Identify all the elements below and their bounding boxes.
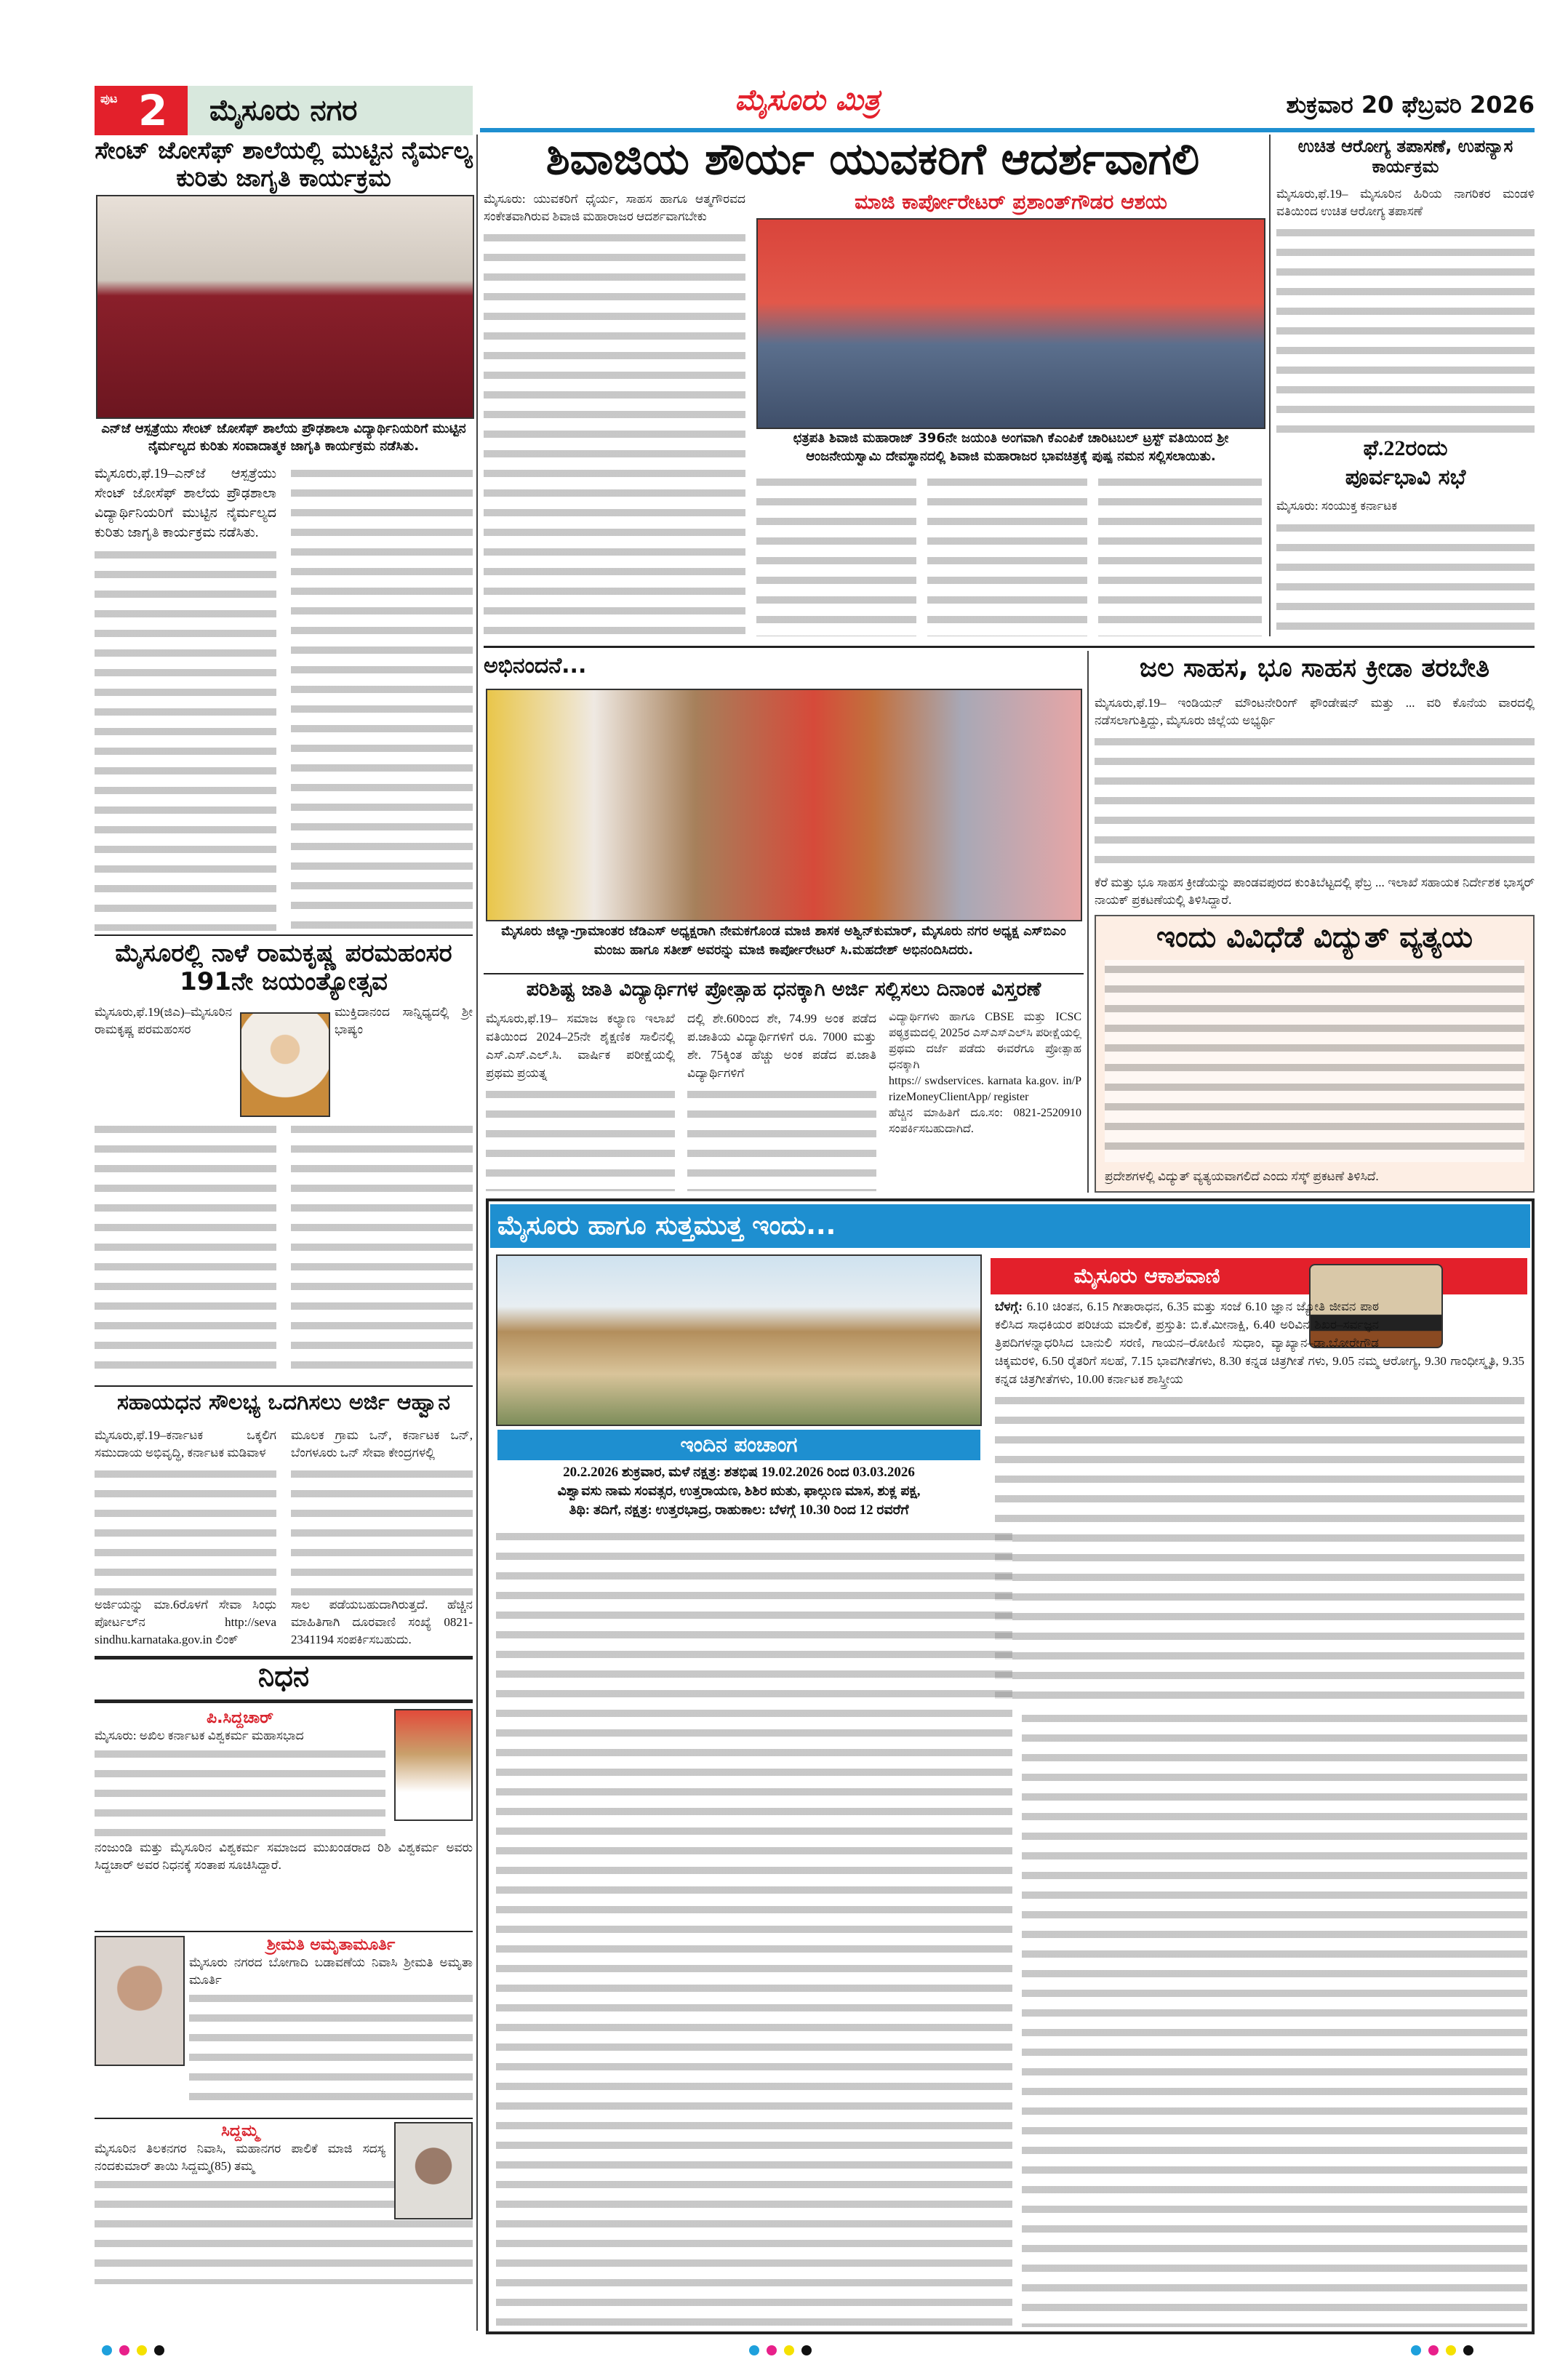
shivaji-lead: ಮೈಸೂರು: ಯುವಕರಿಗೆ ಧೈರ್ಯ, ಸಾಹಸ ಹಾಗೂ ಆತ್ಮಗೌರವದ ಸಂಕೇತವಾಗಿರುವ ಶಿವಾಜಿ ಮಹಾರಾಜರ ಆದರ್ಶವಾಗಬೇಕು xyxy=(484,192,745,223)
obituary-photo xyxy=(394,1709,473,1821)
grant-column-2 xyxy=(291,1427,473,1649)
divider xyxy=(484,646,1535,648)
ramakrishna-lead: ಮೈಸೂರು,ಫೆ.19(ಜಿಎ)–ಮೈಸೂರಿನ ರಾಮಕೃಷ್ಣ ಪರಮಹಂಸರ xyxy=(95,1005,233,1036)
radio-title-bar xyxy=(991,1258,1527,1294)
radio-icon-spacer xyxy=(1379,1297,1524,1348)
power-cut-body-text xyxy=(1105,960,1524,1162)
divider xyxy=(95,934,473,936)
power-cut-headline: ಇಂದು ವಿವಿಧೆಡೆ ವಿದ್ಯುತ್ ವ್ಯತ್ಯಯ xyxy=(1156,921,1473,954)
page-label: ಪುಟ xyxy=(100,92,118,105)
grant-headline: ಸಹಾಯಧನ ಸೌಲಭ್ಯ ಒದಗಿಸಲು ಅರ್ಜಿ ಆಹ್ವಾನ xyxy=(117,1390,450,1415)
shivaji-headline: ಶಿವಾಜಿಯ ಶೌರ್ಯ ಯುವಕರಿಗೆ ಆದರ್ಶವಾಗಲಿ xyxy=(545,134,1200,185)
shivaji-photo xyxy=(756,218,1265,429)
sc-body-text-1 xyxy=(486,1085,675,1191)
abhinandane-photo xyxy=(486,689,1082,921)
ramakrishna-col2: ಮುಕ್ತಿದಾನಂದ ಸಾನ್ನಿಧ್ಯದಲ್ಲಿ ಶ್ರೀ ಭಾಷ್ಯಂ xyxy=(335,1005,473,1036)
meeting-lead: ಮೈಸೂರು: ಸಂಯುಕ್ತ ಕರ್ನಾಟಕ xyxy=(1276,499,1398,513)
radio-title: ಮೈಸೂರು ಆಕಾಶವಾಣಿ xyxy=(1073,1264,1220,1288)
grant-col2-end: ಸಾಲ ಪಡೆಯಬಹುದಾಗಿರುತ್ತದೆ. ಹೆಚ್ಚಿನ ಮಾಹಿತಿಗಾಗಿ ದೂರವಾಣಿ ಸಂಖ್ಯೆ 0821-2341194 ಸಂಪರ್ಕಿಸಬಹುದು. xyxy=(291,1598,473,1646)
panchanga-line: ವಿಶ್ವಾವಸು ನಾಮ ಸಂವತ್ಸರ, ಉತ್ತರಾಯಣ, ಶಿಶಿರ ಋತು, ಫಾಲ್ಗುಣ ಮಾಸ, ಶುಕ್ಲ ಪಕ್ಷ, xyxy=(557,1484,921,1499)
health-camp-body-text xyxy=(1276,223,1535,433)
sc-link[interactable]: https:// swdservices. karnata ka.gov. in/PrizeMoneyClientApp/ register xyxy=(889,1075,1081,1103)
shivaji-body-text-2 xyxy=(756,473,916,636)
radio-morning-label: ಬೆಳಗ್ಗೆ: xyxy=(995,1300,1023,1313)
obituary-title: ನಿಧನ xyxy=(257,1660,310,1693)
sc-column-2 xyxy=(687,1009,876,1191)
obituary-item xyxy=(95,1709,473,1927)
sc-scholarship-headline: ಪರಿಶಿಷ್ಟ ಜಾತಿ ವಿದ್ಯಾರ್ಥಿಗಳ ಪ್ರೋತ್ಸಾಹ ಧನಕ್ಕಾಗಿ ಅರ್ಜಿ ಸಲ್ಲಿಸಲು ದಿನಾಂಕ ವಿಸ್ತರಣೆ xyxy=(526,978,1041,1001)
st-joseph-body-text-2 xyxy=(291,464,473,931)
divider xyxy=(95,2118,473,2119)
registration-marks xyxy=(749,2345,812,2355)
panchanga-line: 20.2.2026 ಶುಕ್ರವಾರ, ಮಳೆ ನಕ್ಷತ್ರ: ಶತಭಿಷ 19.02.2026 ರಿಂದ 03.03.2026 xyxy=(563,1465,915,1480)
radio-schedule-text: 6.10 ಚಿಂತನ, 6.15 ಗೀತಾರಾಧನ, 6.35 ಮತ್ತು ಸಂಜೆ 6.10 ಜ್ಞಾನ ಜ್ಯೋತಿ ಜೀವನ ಪಾಠ ಕಲಿಸಿದ ಸಾಧಕಿಯರ ಪರಿಚಯ ಮಾಲಿಕೆ, ಪ್ರಸ್ತುತಿ: ಬಿ.ಕೆ.ಮೀನಾಕ್ಷಿ, 6.40 ಅರಿವಿನ ಶಿಖರ–ಸರ್ವಜ್ಞನ ತ್ರಿಪದಿಗಳನ್ನಾಧರಿಸಿದ ಬಾನುಲಿ ಸರಣಿ, ಗಾಯನ–ರೋಹಿಣಿ ಸುಧಾಂ, ವ್ಯಾಖ್ಯಾನ–ಡಾ.ಬೋರೇಗೌಡ ಚಿಕ್ಕಮರಳಿ, 6.50 ರೈತರಿಗೆ ಸಲಹೆ, 7.15 ಭಾವಗೀತೆಗಳು, 8.30 ಕನ್ನಡ ಚಿತ್ರಗೀತೆ ಗಳು, 9.05 ನಮ್ಮ ಆರೋಗ್ಯ, 9.30 ಗಾಂಧೀಸ್ಮೃತಿ, 9.35 ಕನ್ನಡ ಚಿತ್ರಗೀತೆಗಳು, 10.00 ಕರ್ನಾಟಕ ಶಾಸ್ತ್ರೀಯ xyxy=(995,1300,1524,1386)
obituary-rule-bottom xyxy=(95,1700,473,1703)
grant-body-text xyxy=(95,1465,276,1596)
st-joseph-column-1 xyxy=(95,464,276,931)
sc-column-1 xyxy=(486,1009,675,1191)
divider xyxy=(95,1385,473,1387)
masthead-logo: ಮೈಸೂರು ಮಿತ್ರ xyxy=(735,84,880,117)
abhinandane-caption: ಮೈಸೂರು ಜಿಲ್ಲಾ-ಗ್ರಾಮಾಂತರ ಜೆಡಿಎಸ್ ಅಧ್ಯಕ್ಷರಾಗಿ ನೇಮಕಗೊಂಡ ಮಾಜಿ ಶಾಸಕ ಅಶ್ವಿನ್‌ಕುಮಾರ್, ಮೈಸೂರು ನಗರ ಅಧ್ಯಕ್ಷ ಎಸ್‌ಬಿಎಂ ಮಂಜು ಹಾಗೂ ಸತೀಶ್ ಅವರನ್ನು ಮಾಜಿ ಕಾರ್ಪೋರೇಟರ್ ಸಿ.ಮಹದೇಶ್ ಅಭಿನಂದಿಸಿದರು. xyxy=(501,924,1066,958)
power-cut-tail: ಪ್ರದೇಶಗಳಲ್ಲಿ ವಿದ್ಯುತ್ ವ್ಯತ್ಯಯವಾಗಲಿದೆ ಎಂದು ಸೆಸ್ಕ್ ಪ್ರಕಟಣೆ ತಿಳಿಸಿದೆ. xyxy=(1105,1169,1379,1183)
shivaji-column-1 xyxy=(484,191,745,636)
ramakrishna-body-text-2 xyxy=(291,1120,473,1378)
column-divider xyxy=(476,135,478,2331)
power-cut-box xyxy=(1095,915,1535,1193)
events-body-text-1 xyxy=(496,1527,1012,2327)
grant-column-1 xyxy=(95,1427,276,1649)
header-rule xyxy=(480,128,1535,132)
panchanga-title-bar xyxy=(497,1430,980,1460)
adventure-headline: ಜಲ ಸಾಹಸ, ಭೂ ಸಾಹಸ ಕ್ರೀಡಾ ತರಬೇತಿ xyxy=(1139,653,1490,683)
column-divider xyxy=(1087,651,1089,1193)
adventure-tail: ಕೆರೆ ಮತ್ತು ಭೂ ಸಾಹಸ ಕ್ರೀಡೆಯನ್ನು ಪಾಂಡವಪುರದ ಕುಂತಿಬೆಟ್ಟದಲ್ಲಿ ಫೆಬ್ರ ... ಇಲಾಖೆ ಸಹಾಯಕ ನಿರ್ದೇಶಕ ಭಾಸ್ಕರ್ ನಾಯಕ್ ಪ್ರಕಟಣೆಯಲ್ಲಿ ತಿಳಿಸಿದ್ದಾರೆ. xyxy=(1095,876,1535,907)
issue-date: ಶುಕ್ರವಾರ 20 ಫೆಬ್ರವರಿ 2026 xyxy=(1286,91,1535,119)
sc-col2: ದಲ್ಲಿ ಶೇ.60ರಿಂದ ಶೇ, 74.99 ಅಂಕ ಪಡೆದ ಪ.ಜಾತಿಯ ವಿದ್ಯಾರ್ಥಿಗಳಿಗೆ ರೂ. 7000 ಮತ್ತು ಶೇ. 75ಕ್ಕಿಂತ ಹೆಚ್ಚು ಅಂಕ ಪಡೆದ ಪ.ಜಾತಿ ವಿದ್ಯಾರ್ಥಿಗಳಿಗೆ xyxy=(687,1012,876,1080)
sc-column-3 xyxy=(889,1009,1081,1195)
st-joseph-caption: ಎನ್‌ಜೆ ಆಸ್ಪತ್ರೆಯು ಸೇಂಟ್ ಜೋಸೆಫ್ ಶಾಲೆಯ ಪ್ರೌಢಶಾಲಾ ವಿದ್ಯಾರ್ಥಿನಿಯರಿಗೆ ಮುಟ್ಟಿನ ನೈರ್ಮಲ್ಯದ ಕುರಿತು ಸಂವಾದಾತ್ಮಕ ಜಾಗೃತಿ ಕಾರ್ಯಕ್ರಮ ನಡೆಸಿತು. xyxy=(101,421,466,454)
radio-body-text xyxy=(995,1391,1524,1702)
shivaji-subhead: ಮಾಜಿ ಕಾರ್ಪೋರೇಟರ್ ಪ್ರಶಾಂತ್‌ಗೌಡರ ಆಶಯ xyxy=(855,190,1167,214)
obituary-body-text xyxy=(95,1745,385,1839)
ramakrishna-body-text xyxy=(95,1120,276,1378)
panchanga-line: ತಿಥಿ: ತದಿಗೆ, ನಕ್ಷತ್ರ: ಉತ್ತರಭಾದ್ರ, ರಾಹುಕಾಲ: ಬೆಳಗ್ಗೆ 10.30 ರಿಂದ 12 ರವರೆಗೆ xyxy=(569,1502,909,1518)
registration-marks xyxy=(1411,2345,1473,2355)
page-tag xyxy=(95,86,188,135)
obituary-photo xyxy=(95,1936,185,2066)
events-body-text-2 xyxy=(1022,1709,1527,2327)
adventure-body-text xyxy=(1095,732,1535,874)
sc-contact: ಹೆಚ್ಚಿನ ಮಾಹಿತಿಗೆ ದೂ.ಸಂ: 0821-2520910 ಸಂಪರ್ಕಿಸಬಹುದಾಗಿದೆ. xyxy=(889,1107,1081,1135)
grant-body-text-2 xyxy=(291,1465,473,1596)
radio-column xyxy=(995,1297,1524,1702)
grant-col1-end: ಅರ್ಜಿಯನ್ನು ಮಾ.6ರೊಳಗೆ ಸೇವಾ ಸಿಂಧು ಪೋರ್ಟಲ್‌ನ http://seva sindhu.karnataka.gov.in ಲಿಂಕ್ xyxy=(95,1598,276,1646)
obituary-text: ಮೈಸೂರು ನಗರದ ಬೋಗಾದಿ ಬಡಾವಣೆಯ ನಿವಾಸಿ ಶ್ರೀಮತಿ ಅಮೃತಾ ಮೂರ್ತಿ xyxy=(189,1955,473,1987)
obituary-name: ಸಿದ್ದಮ್ಮ xyxy=(221,2122,259,2140)
obituary-body-text xyxy=(189,1989,473,2113)
sc-body-text-2 xyxy=(687,1085,876,1191)
health-camp-lead: ಮೈಸೂರು,ಫೆ.19– ಮೈಸೂರಿನ ಹಿರಿಯ ನಾಗರಿಕರ ಮಂಡಳಿ ವತಿಯಿಂದ ಉಚಿತ ಆರೋಗ್ಯ ತಪಾಸಣೆ xyxy=(1276,187,1535,218)
st-joseph-body-text xyxy=(95,545,276,931)
shivaji-caption: ಛತ್ರಪತಿ ಶಿವಾಜಿ ಮಹಾರಾಜ್ 396ನೇ ಜಯಂತಿ ಅಂಗವಾಗಿ ಕೆಎಂಪಿಕೆ ಚಾರಿಟಬಲ್ ಟ್ರಸ್ಟ್ ವತಿಯಿಂದ ಶ್ರೀ ಆಂಜನೇಯಸ್ವಾಮಿ ದೇವಸ್ಥಾನದಲ್ಲಿ ಶಿವಾಜಿ ಮಹಾರಾಜರ ಭಾವಚಿತ್ರಕ್ಕೆ ಪುಷ್ಪ ನಮನ ಸಲ್ಲಿಸಲಾಯಿತು. xyxy=(793,431,1229,464)
health-camp-headline: ಉಚಿತ ಆರೋಗ್ಯ ತಪಾಸಣೆ, ಉಪನ್ಯಾಸ ಕಾರ್ಯಕ್ರಮ xyxy=(1297,136,1513,177)
divider xyxy=(95,1931,473,1932)
obituary-item xyxy=(95,1936,473,2118)
registration-marks xyxy=(102,2345,164,2355)
adventure-lead: ಮೈಸೂರು,ಫೆ.19– ಇಂಡಿಯನ್ ಮೌಂಟನೇರಿಂಗ್ ಫೌಂಡೇಷನ್ ಮತ್ತು ... ವರಿ ಕೊನೆಯ ವಾರದಲ್ಲಿ ನಡೆಸಲಾಗುತ್ತಿದ್ದು, ಮೈಸೂರು ಜಿಲ್ಲೆಯ ಅಭ್ಯರ್ಥಿ xyxy=(1095,696,1535,727)
page-number: 2 xyxy=(138,86,168,135)
shivaji-body-text-4 xyxy=(1098,473,1262,636)
obituary-tail: ನಂಜುಂಡಿ ಮತ್ತು ಮೈಸೂರಿನ ವಿಶ್ವಕರ್ಮ ಸಮಾಜದ ಮುಖಂಡರಾದ ರಿಶಿ ವಿಶ್ವಕರ್ಮ ಅವರು ಸಿದ್ದಚಾರ್ ಅವರ ನಿಧನಕ್ಕೆ ಸಂತಾಪ ಸೂಚಿಸಿದ್ದಾರೆ. xyxy=(95,1841,473,1872)
adventure-column xyxy=(1095,694,1535,909)
health-camp-column xyxy=(1276,185,1535,433)
meeting-headline-date: ಫೆ.22ರಂದು xyxy=(1363,436,1448,460)
obituary-photo xyxy=(394,2122,473,2219)
section-title-text: ಮೈಸೂರು ನಗರ xyxy=(209,94,358,127)
sc-col3: ವಿದ್ಯಾರ್ಥಿಗಳು ಹಾಗೂ CBSE ಮತ್ತು ICSC ಪಠ್ಯಕ್ರಮದಲ್ಲಿ 2025ರ ಎಸ್‌ಎಸ್‌ಎಲ್‌ಸಿ ಪರೀಕ್ಷೆಯಲ್ಲಿ ಪ್ರಥಮ ದರ್ಜೆ ಪಡೆದು ಈವರೆಗೂ ಪ್ರೋತ್ಸಾಹ ಧನಕ್ಕಾಗಿ xyxy=(889,1011,1081,1071)
section-title xyxy=(188,86,473,135)
today-banner xyxy=(490,1204,1530,1248)
shivaji-body-text xyxy=(484,228,745,636)
column-divider xyxy=(1269,135,1271,636)
abhinandane-kicker: ಅಭಿನಂದನೆ... xyxy=(484,653,587,678)
sc-col1: ಮೈಸೂರು,ಫೆ.19– ಸಮಾಜ ಕಲ್ಯಾಣ ಇಲಾಖೆ ವತಿಯಿಂದ 2024–25ನೇ ಶೈಕ್ಷಣಿಕ ಸಾಲಿನಲ್ಲಿ ಎಸ್.ಎಸ್.ಎಲ್.ಸಿ. ವಾರ್ಷಿಕ ಪರೀಕ್ಷೆಯಲ್ಲಿ ಪ್ರಥಮ ಪ್ರಯತ್ನ xyxy=(486,1012,675,1080)
obituary-text: ಮೈಸೂರಿನ ತಿಲಕನಗರ ನಿವಾಸಿ, ಮಹಾನಗರ ಪಾಲಿಕೆ ಮಾಜಿ ಸದಸ್ಯ ನಂದಕುಮಾರ್ ತಾಯಿ ಸಿದ್ದಮ್ಮ(85) ತಮ್ಮ xyxy=(95,2142,385,2173)
meeting-headline: ಪೂರ್ವಭಾವಿ ಸಭೆ xyxy=(1345,465,1466,490)
palace-photo xyxy=(496,1254,982,1426)
shivaji-body-text-3 xyxy=(927,473,1087,636)
grant-col2: ಮೂಲಕ ಗ್ರಾಮ ಒನ್, ಕರ್ನಾಟಕ ಒನ್, ಬೆಂಗಳೂರು ಒನ್ ಸೇವಾ ಕೇಂದ್ರಗಳಲ್ಲಿ xyxy=(291,1428,473,1460)
today-banner-text: ಮೈಸೂರು ಹಾಗೂ ಸುತ್ತಮುತ್ತ ಇಂದು... xyxy=(497,1211,836,1241)
obituary-item xyxy=(95,2122,473,2333)
divider xyxy=(484,973,1084,974)
ramakrishna-photo xyxy=(240,1012,330,1117)
st-joseph-photo xyxy=(96,195,474,419)
grant-col1: ಮೈಸೂರು,ಫೆ.19–ಕರ್ನಾಟಕ ಒಕ್ಕಲಿಗ ಸಮುದಾಯ ಅಭಿವೃದ್ಧಿ, ಕರ್ನಾಟಕ ಮಡಿವಾಳ xyxy=(95,1428,276,1460)
radio-schedule xyxy=(995,1297,1524,1388)
meeting-column xyxy=(1276,496,1535,636)
panchanga-text xyxy=(495,1463,983,1520)
meeting-body-text xyxy=(1276,519,1535,636)
obituary-text: ಮೈಸೂರು: ಅಖಿಲ ಕರ್ನಾಟಕ ವಿಶ್ವಕರ್ಮ ಮಹಾಸಭಾದ xyxy=(95,1729,304,1742)
ramakrishna-headline: ಮೈಸೂರಲ್ಲಿ ನಾಳೆ ರಾಮಕೃಷ್ಣ ಪರಮಹಂಸರ 191ನೇ ಜಯಂತ್ಯೋತ್ಸವ xyxy=(115,939,452,997)
obituary-name: ಶ್ರೀಮತಿ ಅಮೃತಾಮೂರ್ತಿ xyxy=(266,1936,396,1954)
st-joseph-headline: ಸೇಂಟ್ ಜೋಸೆಫ್ ಶಾಲೆಯಲ್ಲಿ ಮುಟ್ಟಿನ ನೈರ್ಮಲ್ಯ ಕುರಿತು ಜಾಗೃತಿ ಕಾರ್ಯಕ್ರಮ xyxy=(95,136,473,192)
st-joseph-body: ಮೈಸೂರು,ಫೆ.19–ಎನ್‌ಜೆ ಆಸ್ಪತ್ರೆಯು ಸೇಂಟ್ ಜೋಸೆಫ್ ಶಾಲೆಯ ಪ್ರೌಢಶಾಲಾ ವಿದ್ಯಾರ್ಥಿನಿಯರಿಗೆ ಮುಟ್ಟಿನ ನೈರ್ಮಲ್ಯದ ಕುರಿತು ಜಾಗೃತಿ ಕಾರ್ಯಕ್ರಮ ನಡೆಸಿತು. xyxy=(95,466,276,540)
panchanga-title: ಇಂದಿನ ಪಂಚಾಂಗ xyxy=(680,1433,798,1457)
obituary-name: ಪಿ.ಸಿದ್ದಚಾರ್ xyxy=(207,1709,273,1727)
